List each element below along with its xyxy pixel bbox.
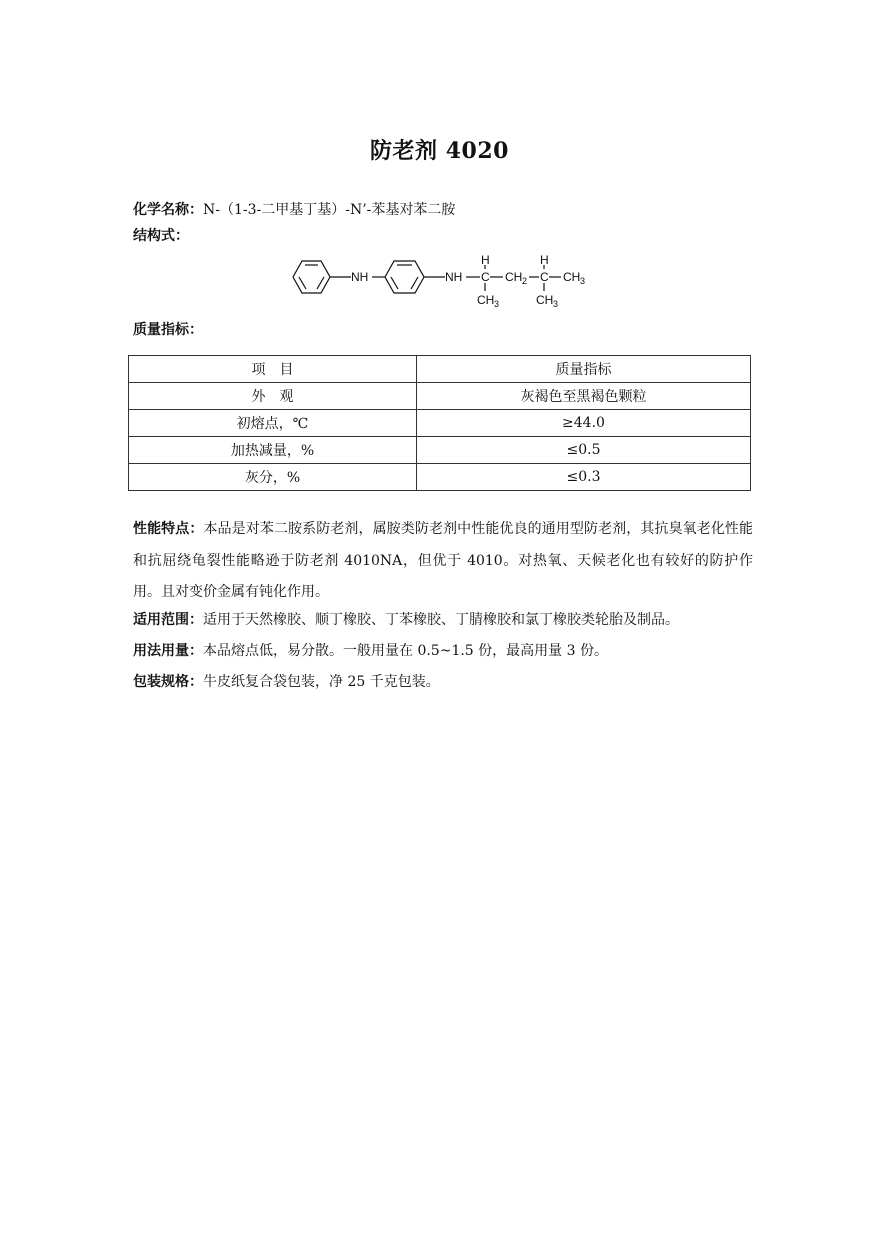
row-item: 外 观 [129,383,417,410]
row-item: 初熔点，℃ [129,410,417,437]
packaging-paragraph [133,667,753,699]
chemical-name-label: 化学名称： [133,202,203,218]
row-value: ≥44.0 [417,410,751,437]
atom-c-1: C [481,270,490,284]
atom-ch3-b-sub: 3 [553,299,559,309]
atom-ch2-sub: 2 [522,276,528,286]
atom-ch3-c: CH [563,270,581,284]
header-spec: 质量指标 [417,356,751,383]
benzene-ring-2 [385,261,424,293]
application-paragraph [133,605,753,637]
performance-label: 性能特点： [133,521,204,537]
table-row [129,410,751,437]
performance-text: 本品是对苯二胺系防老剂，属胺类防老剂中性能优良的通用型防老剂，其抗臭氧老化性能和抗屈绕龟裂性能略逊于防老剂 4010NA，但优于 4010。对热氧、天候老化也有较好的防护作用。且对变价金属有钝化作用。 [133,521,754,600]
quality-label: 质量指标： [133,322,203,338]
application-label: 适用范围： [133,612,203,628]
atom-ch3-a: CH [477,293,495,307]
chemical-name-value: N-（1-3-二甲基丁基）-N’-苯基对苯二胺 [203,202,456,218]
table-row [129,383,751,410]
header-item: 项 目 [129,356,417,383]
performance-paragraph [133,514,753,609]
atom-ch3-c-sub: 3 [580,276,586,286]
application-text: 适用于天然橡胶、顺丁橡胶、丁苯橡胶、丁腈橡胶和氯丁橡胶类轮胎及制品。 [203,612,679,628]
table-row [129,464,751,491]
atom-h-2: H [540,253,549,267]
row-value: 灰褐色至黑褐色颗粒 [417,383,751,410]
usage-label: 用法用量： [133,643,203,659]
row-value: ≤0.5 [417,437,751,464]
atom-c-2: C [540,270,549,284]
structure-label: 结构式： [133,228,189,244]
usage-text: 本品熔点低，易分散。一般用量在 0.5~1.5 份，最高用量 3 份。 [203,643,608,659]
row-value: ≤0.3 [417,464,751,491]
quality-table [128,355,751,491]
row-item: 加热减量，% [129,437,417,464]
table-row [129,437,751,464]
chemical-name-line [133,201,753,219]
packaging-text: 牛皮纸复合袋包装，净 25 千克包装。 [203,674,440,690]
table-header-row [129,356,751,383]
structural-formula [285,250,595,312]
atom-ch2: CH [505,270,523,284]
atom-h-1: H [481,253,490,267]
row-item: 灰分，% [129,464,417,491]
atom-nh-1: NH [351,270,369,284]
packaging-label: 包装规格： [133,674,203,690]
atom-nh-2: NH [445,270,463,284]
atom-ch3-a-sub: 3 [494,299,500,309]
structure-line [133,227,753,245]
quality-line [133,321,753,339]
atom-ch3-b: CH [536,293,554,307]
usage-paragraph [133,636,753,668]
document-title: 防老剂 4020 [370,138,509,164]
benzene-ring-1 [293,261,330,293]
